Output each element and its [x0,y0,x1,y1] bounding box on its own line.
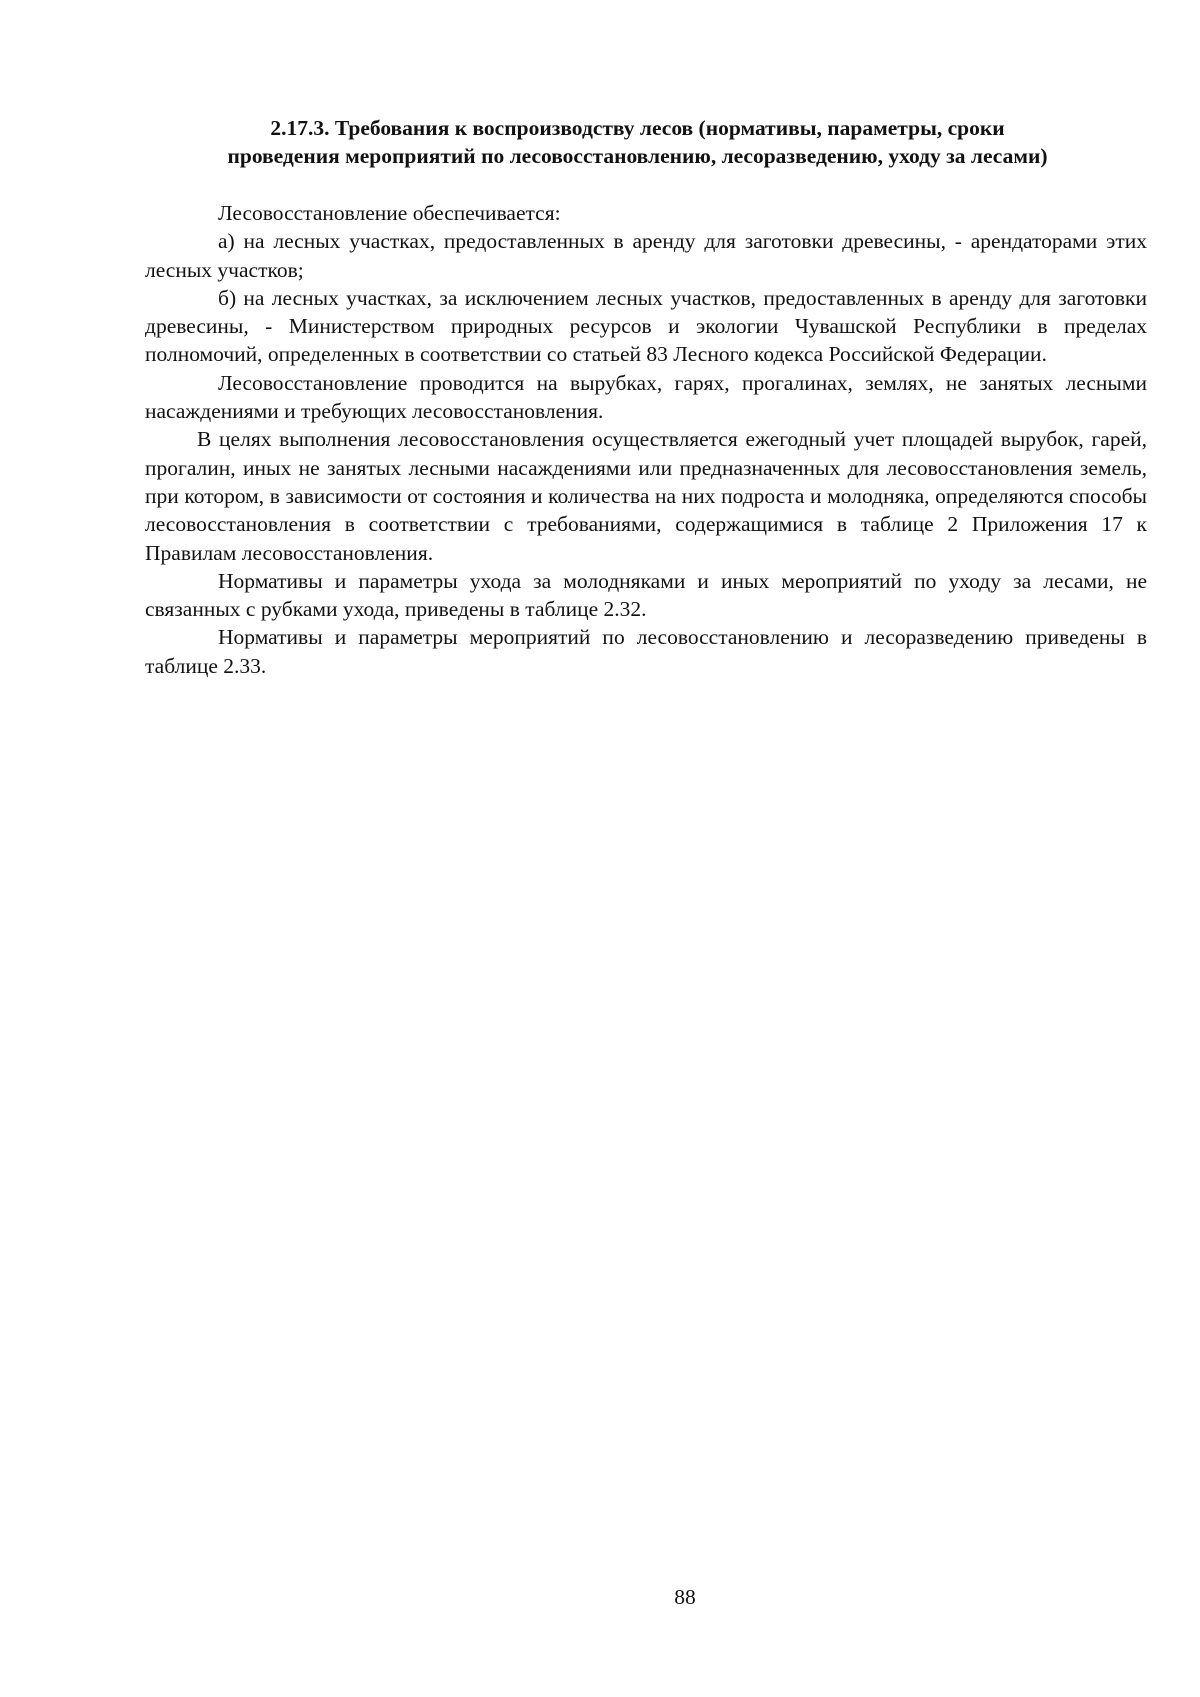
section-heading-line-1: 2.17.3. Требования к воспроизводству лесов (нормативы, параметры, сроки [270,116,1005,140]
paragraph-young-stand-care: Нормативы и параметры ухода за молодняками и иных мероприятий по уходу за лесами, не связанных с рубками ухода, приведены в таблице 2.32. [145,568,1147,622]
body-text [145,199,1147,680]
paragraph-intro: Лесовосстановление обеспечивается: [218,201,561,225]
page-number: 88 [674,1585,696,1609]
paragraph-item-a: а) на лесных участках, предоставленных в аренду для заготовки древесины, - арендаторами этих лесных участков; [145,229,1147,282]
paragraph-item-b: б) на лесных участках, за исключением лесных участков, предоставленных в аренду для заготовки древесины, - Министерством природных ресурсов и экологии Чувашской Республики в пределах полномочий, определенных в соответствии со статьей 83 Лесного кодекса Российской Федерации. [145,285,1147,367]
paragraph-reforestation-sites: Лесовосстановление проводится на вырубках, гарях, прогалинах, землях, не занятых лесными насаждениями и требующих лесовосстановления. [145,370,1147,424]
section-heading [150,114,1125,170]
paragraph-reforestation-norms: Нормативы и параметры мероприятий по лесовосстановлению и лесоразведению приведены в таблице 2.33. [145,625,1147,678]
section-heading-line-2: проведения мероприятий по лесовосстановлению, лесоразведению, уходу за лесами) [227,144,1048,168]
paragraph-annual-accounting: В целях выполнения лесовосстановления осуществляется ежегодный учет площадей вырубок, гарей, прогалин, иных не занятых лесными насаждениями или предназначенных для лесовосстановления земель, при котором, в зависимости от состояния и количества на них подроста и молодняка, определяются способы лесовосстановления в соответствии с требованиями, содержащимися в таблице 2 Приложения 17 к Правилам лесовосстановления. [145,427,1147,565]
